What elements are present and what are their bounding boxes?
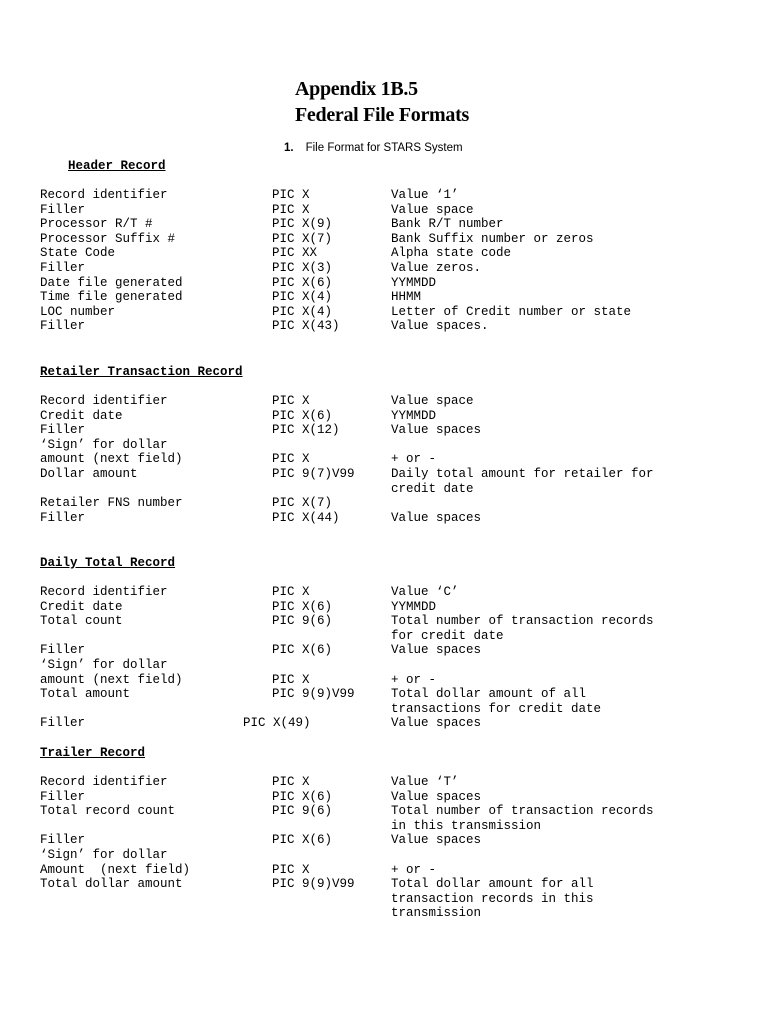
field-name: Filler xyxy=(40,319,86,334)
field-row xyxy=(0,863,770,878)
field-name: Filler xyxy=(40,423,86,438)
field-row xyxy=(0,261,770,276)
field-description: Value spaces xyxy=(391,833,482,848)
field-row xyxy=(0,804,770,819)
field-description: Alpha state code xyxy=(391,246,512,261)
field-description: Value spaces xyxy=(391,789,482,804)
field-row xyxy=(0,496,770,511)
field-description: Daily total amount for retailer for xyxy=(391,467,654,481)
field-picture: PIC X(6) xyxy=(272,275,333,290)
field-description: Value ‘1’ xyxy=(391,188,459,202)
field-row xyxy=(0,246,770,261)
field-picture: PIC X(49) xyxy=(243,716,311,731)
field-name: Credit date xyxy=(40,408,123,423)
field-name: Total count xyxy=(40,614,123,629)
field-name: amount (next field) xyxy=(40,672,183,687)
field-name: Record identifier xyxy=(40,188,168,202)
field-picture: PIC X(43) xyxy=(272,319,340,334)
field-picture: PIC X xyxy=(272,394,310,408)
field-description: Total number of transaction records xyxy=(391,614,654,629)
field-picture: PIC X xyxy=(272,202,310,217)
field-description: Value spaces xyxy=(391,423,482,438)
field-row xyxy=(0,833,770,848)
field-description: Value spaces xyxy=(391,716,482,731)
field-name: ‘Sign’ for dollar xyxy=(40,658,168,672)
field-row xyxy=(0,467,770,482)
field-row xyxy=(0,877,770,892)
field-picture: PIC X xyxy=(272,672,310,687)
field-name: Record identifier xyxy=(40,394,168,408)
field-name: Time file generated xyxy=(40,290,183,305)
field-name: Amount (next field) xyxy=(40,862,191,877)
field-name: Date file generated xyxy=(40,275,183,290)
field-row xyxy=(0,687,770,702)
field-description: Bank R/T number xyxy=(391,217,504,232)
field-name: Total dollar amount xyxy=(40,877,183,892)
field-row xyxy=(0,600,770,615)
field-row xyxy=(0,702,770,717)
field-picture: PIC X xyxy=(272,585,310,599)
field-row xyxy=(0,511,770,526)
field-description: HHMM xyxy=(391,290,422,305)
field-name: Credit date xyxy=(40,599,123,614)
field-picture: PIC X(6) xyxy=(272,789,333,804)
field-row xyxy=(0,217,770,232)
field-picture: PIC X(4) xyxy=(272,290,333,305)
field-row xyxy=(0,790,770,805)
field-description: Value spaces. xyxy=(391,319,489,334)
field-name: Retailer FNS number xyxy=(40,496,183,511)
field-row xyxy=(0,614,770,629)
field-description: Value space xyxy=(391,202,474,217)
field-name: ‘Sign’ for dollar xyxy=(40,848,168,862)
field-name: Processor R/T # xyxy=(40,217,153,232)
field-picture: PIC 9(6) xyxy=(272,614,333,629)
field-description: Value space xyxy=(391,394,474,408)
field-description: Value ‘C’ xyxy=(391,585,459,599)
field-row xyxy=(0,423,770,438)
field-row xyxy=(0,848,770,863)
field-description: credit date xyxy=(391,481,474,496)
field-name: Filler xyxy=(40,716,86,731)
field-picture: PIC 9(6) xyxy=(272,804,333,819)
field-picture: PIC X(7) xyxy=(272,231,333,246)
section-heading: Daily Total Record xyxy=(40,556,176,570)
section-heading: Trailer Record xyxy=(40,746,146,760)
field-row xyxy=(0,305,770,320)
field-row xyxy=(0,409,770,424)
field-row xyxy=(0,629,770,644)
field-name: Filler xyxy=(40,202,86,217)
field-row xyxy=(0,232,770,247)
field-row xyxy=(0,290,770,305)
field-description: Value spaces xyxy=(391,643,482,658)
field-name: Total amount xyxy=(40,687,131,702)
field-description: transactions for credit date xyxy=(391,701,602,716)
field-row xyxy=(0,203,770,218)
field-name: amount (next field) xyxy=(40,452,183,467)
field-picture: PIC X xyxy=(272,188,310,202)
field-name: Total record count xyxy=(40,804,176,819)
field-row xyxy=(0,775,770,790)
field-row xyxy=(0,892,770,907)
field-row xyxy=(0,276,770,291)
field-picture: PIC X xyxy=(272,775,310,789)
field-name: Filler xyxy=(40,510,86,525)
field-description: for credit date xyxy=(391,628,504,643)
field-name: Record identifier xyxy=(40,585,168,599)
field-picture: PIC X(6) xyxy=(272,643,333,658)
field-name: Filler xyxy=(40,789,86,804)
field-description: Value zeros. xyxy=(391,261,482,275)
field-description: Total number of transaction records xyxy=(391,804,654,819)
field-name: State Code xyxy=(40,246,116,261)
field-description: Value spaces xyxy=(391,510,482,525)
field-description: transaction records in this xyxy=(391,891,594,906)
section-caption xyxy=(284,142,463,154)
field-row xyxy=(0,716,770,731)
caption-number: 1. xyxy=(284,142,294,154)
field-picture: PIC X(6) xyxy=(272,833,333,848)
field-row xyxy=(0,819,770,834)
field-description: Bank Suffix number or zeros xyxy=(391,231,594,246)
field-picture: PIC X(4) xyxy=(272,304,333,319)
field-row xyxy=(0,585,770,600)
field-picture: PIC X(3) xyxy=(272,261,333,275)
field-description: + or - xyxy=(391,672,437,687)
page-title: Appendix 1B.5 xyxy=(295,78,418,100)
field-picture: PIC X(6) xyxy=(272,599,333,614)
field-picture: PIC X(12) xyxy=(272,423,340,438)
field-name: ‘Sign’ for dollar xyxy=(40,437,168,452)
field-description: transmission xyxy=(391,906,482,921)
field-picture: PIC X xyxy=(272,452,310,467)
field-name: Dollar amount xyxy=(40,467,138,481)
field-name: LOC number xyxy=(40,304,116,319)
field-picture: PIC 9(9)V99 xyxy=(272,687,355,702)
field-name: Filler xyxy=(40,833,86,848)
page-subtitle-heading: Federal File Formats xyxy=(295,104,469,126)
field-picture: PIC 9(9)V99 xyxy=(272,877,355,892)
field-description: + or - xyxy=(391,862,437,877)
field-row xyxy=(0,188,770,203)
field-name: Filler xyxy=(40,261,86,275)
field-description: Letter of Credit number or state xyxy=(391,304,632,319)
field-picture: PIC X(9) xyxy=(272,217,333,232)
field-name: Processor Suffix # xyxy=(40,231,176,246)
field-name: Filler xyxy=(40,643,86,658)
field-description: + or - xyxy=(391,452,437,467)
field-picture: PIC X(6) xyxy=(272,408,333,423)
field-description: YYMMDD xyxy=(391,599,437,614)
field-row xyxy=(0,452,770,467)
field-row xyxy=(0,658,770,673)
field-name: Record identifier xyxy=(40,775,168,789)
field-description: YYMMDD xyxy=(391,408,437,423)
field-row xyxy=(0,906,770,921)
field-picture: PIC X(7) xyxy=(272,496,333,511)
field-picture: PIC XX xyxy=(272,246,318,261)
field-description: YYMMDD xyxy=(391,275,437,290)
field-row xyxy=(0,673,770,688)
field-row xyxy=(0,319,770,334)
field-description: Total dollar amount of all xyxy=(391,687,587,702)
field-row xyxy=(0,394,770,409)
field-description: Value ‘T’ xyxy=(391,775,459,789)
caption-text: File Format for STARS System xyxy=(305,142,463,154)
field-picture: PIC X xyxy=(272,862,310,877)
section-heading: Retailer Transaction Record xyxy=(40,365,243,379)
field-row xyxy=(0,438,770,453)
field-picture: PIC 9(7)V99 xyxy=(272,467,355,481)
section-heading: Header Record xyxy=(68,159,166,173)
field-picture: PIC X(44) xyxy=(272,510,340,525)
field-description: in this transmission xyxy=(391,818,542,833)
field-row xyxy=(0,482,770,497)
field-description: Total dollar amount for all xyxy=(391,877,594,892)
field-row xyxy=(0,643,770,658)
